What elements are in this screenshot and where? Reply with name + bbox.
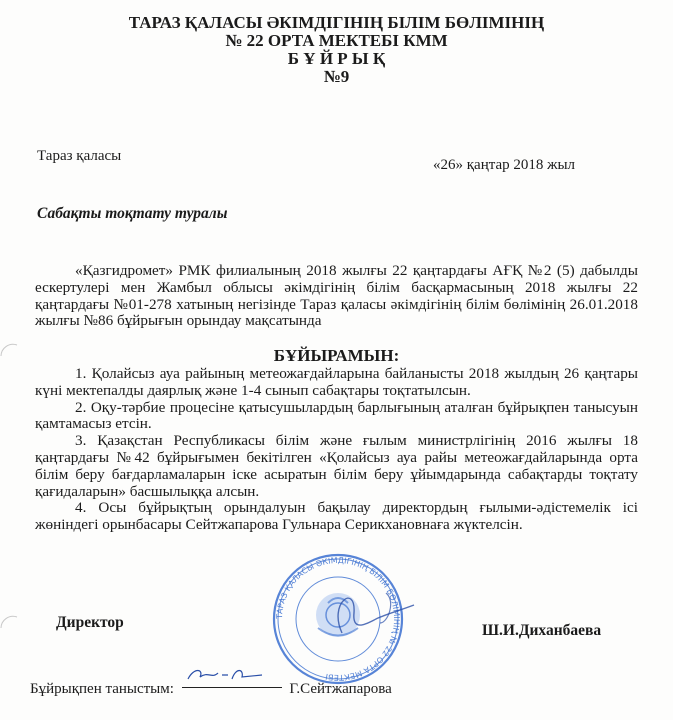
order-item: 2. Оқу-тәрбие процесіне қатысушылардың барлығының аталған бұйрықпен танысуын қамтамасыз етсін. (35, 398, 638, 433)
signature-line (182, 675, 282, 688)
handwritten-signature-icon (182, 665, 282, 683)
header-organization-line1: ТАРАЗ ҚАЛАСЫ ӘКІМДІГІНІҢ БІЛІМ БӨЛІМІНІҢ (128, 13, 545, 32)
order-items (35, 366, 638, 534)
document-subject: Сабақты тоқтату туралы (37, 205, 228, 222)
acknowledgement-line (30, 675, 392, 698)
signatory-title: Директор (56, 614, 124, 631)
order-item: 3. Қазақстан Республикасы білім және ғылым министрлігінің 2016 жылғы 18 қаңтардағы №42 бұйрығымен бекітілген «Қолайсыз ауа райы метеожағдайларында орта білім беру бағдарламаларын іске асыратын білім беру ұйымдарында сабақтарды тоқтату қағидаларын» басшылыққа алсын. (35, 432, 638, 500)
punch-hole-icon (0, 340, 18, 358)
issue-city: Тараз қаласы (37, 148, 122, 164)
acknowledgement-label: Бұйрықпен таныстым: (30, 681, 174, 697)
preamble (35, 263, 638, 330)
official-stamp-icon (258, 553, 418, 685)
document-header (0, 14, 673, 86)
order-item: 1. Қолайсыз ауа райының метеожағдайларына байланысты 2018 жылдың 26 қаңтары күні мектепалды даярлық және 1-4 сынып сабақтары тоқтатылсын. (35, 365, 638, 399)
signatory-name: Ш.И.Диханбаева (482, 622, 602, 639)
header-organization-line2: № 22 ОРТА МЕКТЕБІ КММ (225, 31, 448, 50)
punch-hole-icon (0, 612, 18, 630)
document-type: Б Ұ Й Р Ы Қ (287, 49, 386, 68)
svg-text:ТАРАЗ ҚАЛАСЫ ӘКІМДІГІНІҢ БІЛІМ: ТАРАЗ ҚАЛАСЫ ӘКІМДІГІНІҢ БІЛІМ БӨЛІМІНІҢ № 22 ОРТА МЕКТЕБІ (274, 555, 402, 683)
issue-date: «26» қаңтар 2018 жыл (433, 157, 576, 173)
acknowledgement-name: Г.Сейтжапарова (289, 681, 392, 697)
document-number: №9 (323, 67, 350, 86)
order-heading: БҰЙЫРАМЫН: (273, 346, 400, 365)
preamble-text: «Қазгидромет» РМК филиалының 2018 жылғы 22 қаңтардағы АҒҚ №2 (5) дабылды ескертулері мен Жамбыл облысы әкімдігінің білім басқармасының 2018 жылғы 22 қаңтардағы №01-278 хатының негізінде Тараз қаласы әкімдігінің білім бөлімінің 26.01.2018 жылғы №86 бұйрығын орындау мақсатында (35, 262, 638, 330)
order-item: 4. Осы бұйрықтың орындалуын бақылау директордың ғылыми-әдістемелік ісі жөніндегі орынбасары Сейтжапарова Гульнара Серикхановнаға жүктелсін. (35, 499, 638, 534)
